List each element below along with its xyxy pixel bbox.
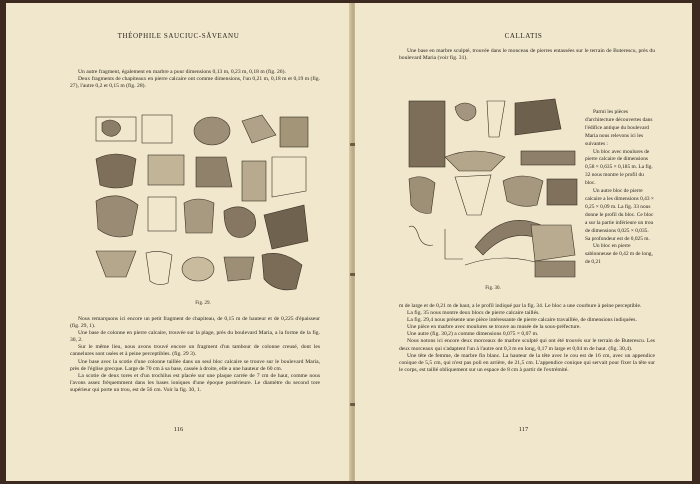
paragraph: Une base avec la scotie d'une colonne taillée dans un seul bloc calcaire se trouve sur le boulevard Maria, près de l'église grecque. Large de 70 cm à sa base, cassée à droite, elle a une hauteur de 60 cm. <box>70 358 320 372</box>
right-top-text <box>399 48 655 62</box>
paragraph: Une autre (fig. 30,2) a comme dimensions 0,075 × 0,07 m. <box>407 331 539 338</box>
page-number-left: 116 <box>173 426 184 433</box>
figure-30-plate <box>405 97 581 281</box>
running-head-left: THÉOPHILE SAUCIUC-SĂVEANU <box>117 32 240 40</box>
left-page <box>6 3 351 481</box>
page-number-right: 117 <box>518 426 529 433</box>
paragraph: Deux fragments de chapiteaux en pierre calcaire ont comme dimensions, l'un 0,21 m, 0,18 m et 0,19 m (fig. 27), l'autre 0,2 et 0,15 m (fig. 28). <box>70 76 320 90</box>
paragraph: Parmi les pièces d'architecture découvertes dans l'édifice antique du boulevard Maria nous relevons ici les suivantes : <box>585 109 653 147</box>
paragraph: La scotie de deux tores et d'un trochilus est placée sur une plaque carrée de 7 cm de haut, comme nous l'avons assez fréquemment dans les bases ioniques d'une époque postérieure. Le diamètre du second tore supérieur qui porte un trou, est de 56 cm. Voir la fig. 30, 1. <box>70 372 320 393</box>
paragraph: Une base en marbre sculpté, trouvée dans le monceau de pierres entassées sur le terrain de Buterescu, près du boulevard Maria (voir fig. 31). <box>399 48 655 62</box>
paragraph: Nous notons ici encore deux morceaux de marbre sculpté qui ont été trouvés sur le terrain de Buterescu. Les deux morceaux qui s'adaptent l'un à l'autre ont 0,3 m en long, 0,17 m large et 0,04 m de haut. (fig. 30,4). <box>399 338 655 352</box>
left-top-text <box>70 69 320 90</box>
paragraph: m de large et de 0,21 m de haut, a le profil indiqué par la fig. 34. Le bloc a une courbure à peine perceptible. <box>399 303 642 309</box>
right-side-column <box>585 109 655 267</box>
paragraph: Un bloc avec moulures de pierre calcaire de dimensions 0,58 × 0,635 × 0,185 m. La fig. 32 nous montre le profil du bloc. <box>585 148 653 187</box>
paragraph: Une base de colonne en pierre calcaire, trouvée sur la plage, près du boulevard Maria, a la forme de la fig. 30, 2. <box>70 330 320 344</box>
right-page <box>355 3 692 481</box>
paragraph: Un bloc en pierre sablonneuse de 0,42 m de long, de 0,21 <box>585 243 653 266</box>
paragraph: Une tête de femme, de marbre fin blanc. La hauteur de la tête avec le cou est de 16 cm, avec un appendice conique de 5,5 cm, qui n'est pas poli en arrière, de 21,5 cm. L'appendice conique qui servait pour fixer la tête sur le corps, est taillé obliquement sur un espace de 8 cm à partir de l'extrémité. <box>399 352 655 373</box>
running-head-right: CALLATIS <box>504 32 543 40</box>
figure-29-plate <box>92 111 314 299</box>
paragraph: La fig. 29,4 nous présente une pièce intéressante de pierre calcaire travaillée, de dimensions indiquées. <box>407 317 637 324</box>
left-bottom-text <box>70 316 320 394</box>
paragraph: La fig. 35 nous montre deux blocs de pierre calcaire taillés. <box>407 310 540 317</box>
paragraph: Nous remarquons ici encore un petit fragment de chapiteau, de 0,15 m de hauteur et de 0,225 d'épaisseur (fig. 29, 1). <box>70 316 320 330</box>
paragraph: Sur le même lieu, nous avons trouvé encore un fragment d'un tambour de colonne creusé, dont les cannelures sont usées et à peine perceptibles. (fig. 29 3). <box>70 344 320 358</box>
paragraph: Un autre fragment, également en marbre a pour dimensions 0,13 m, 0,23 m, 0,18 m (fig. 26). <box>78 69 286 75</box>
paragraph: Un autre bloc de pierre calcaire a les dimensions 0,43 × 0,25 × 0,09 m. La fig. 33 nous donne le profil du bloc. Ce bloc a sur la partie inférieure un trou de dimensions 0,025 × 0,035. Sa profondeur est de 0,025 m. <box>585 188 654 242</box>
figure-30-caption: Fig. 30. <box>485 286 501 291</box>
paragraph: Une pièce en marbre avec moulures se trouve au musée de la sous-préfecture. <box>407 324 581 331</box>
book-spread <box>6 3 692 481</box>
figure-29-caption: Fig. 29. <box>195 301 211 306</box>
right-bottom-text <box>399 303 655 374</box>
